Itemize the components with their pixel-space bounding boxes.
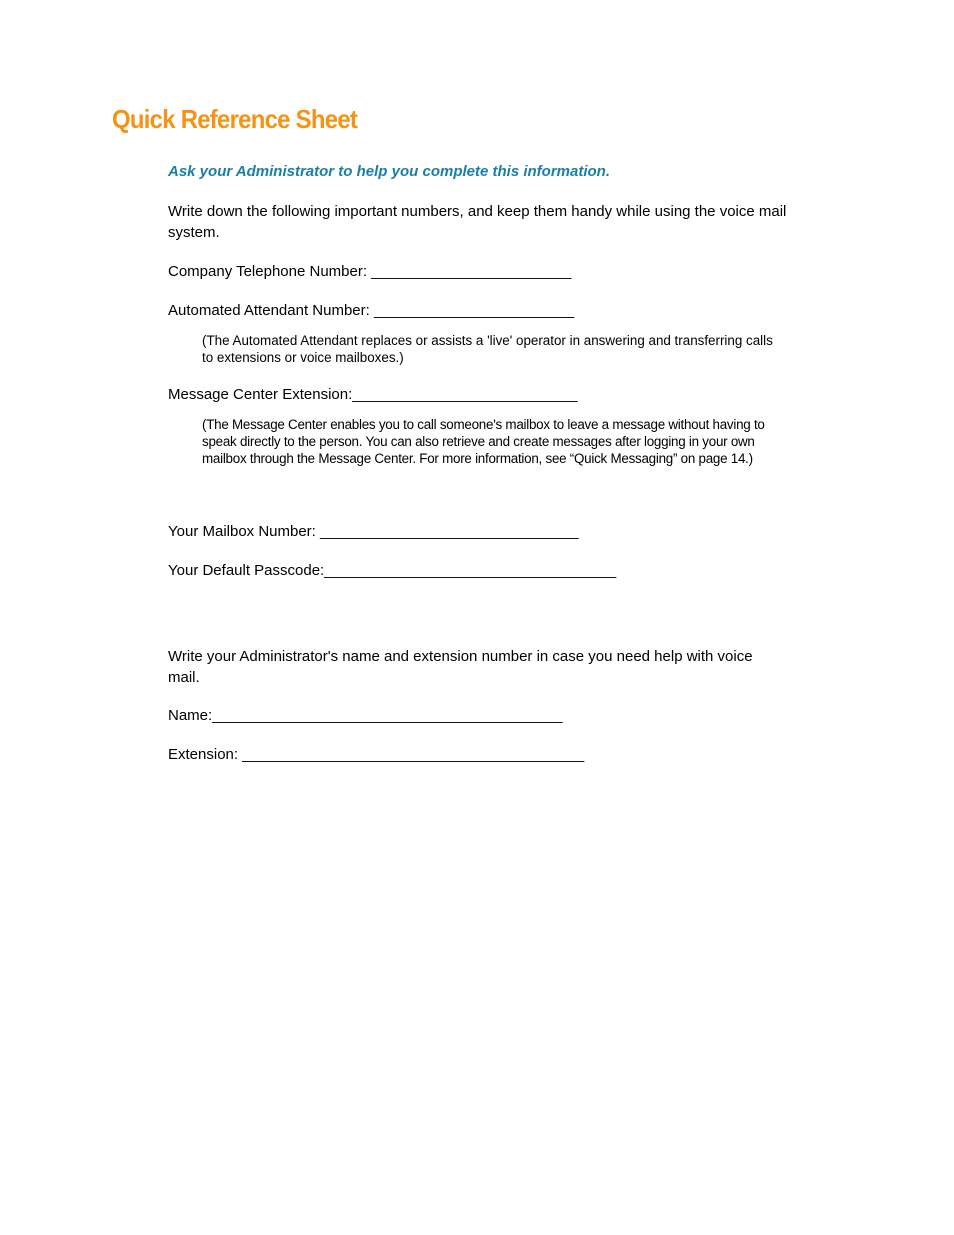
company-phone-field: Company Telephone Number: ________________________	[168, 263, 572, 280]
mailbox-number-field: Your Mailbox Number: _______________________________	[168, 523, 579, 540]
attendant-note: (The Automated Attendant replaces or assists a 'live' operator in answering and transferring calls to extensions or voice mailboxes.)	[202, 333, 773, 365]
message-center-field: Message Center Extension:___________________________	[168, 386, 578, 403]
intro-paragraph: Write down the following important numbers, and keep them handy while using the voice mail system.	[168, 203, 787, 241]
instruction-subtitle: Ask your Administrator to help you complete this information.	[168, 163, 610, 180]
message-center-note: (The Message Center enables you to call someone's mailbox to leave a message without having to speak directly to the person. You can also retrieve and create messages after logging in your own mailbox through the Message Center. For more information, see “Quick Messaging” on page 14.)	[202, 417, 765, 466]
admin-name-field: Name:__________________________________________	[168, 707, 563, 724]
default-passcode-field: Your Default Passcode:___________________________________	[168, 562, 617, 579]
attendant-number-field: Automated Attendant Number: ________________________	[168, 302, 575, 319]
page-title: Quick Reference Sheet	[112, 104, 358, 134]
admin-extension-field: Extension: _________________________________________	[168, 746, 585, 763]
admin-intro-paragraph: Write your Administrator's name and extension number in case you need help with voice mail.	[168, 648, 753, 686]
